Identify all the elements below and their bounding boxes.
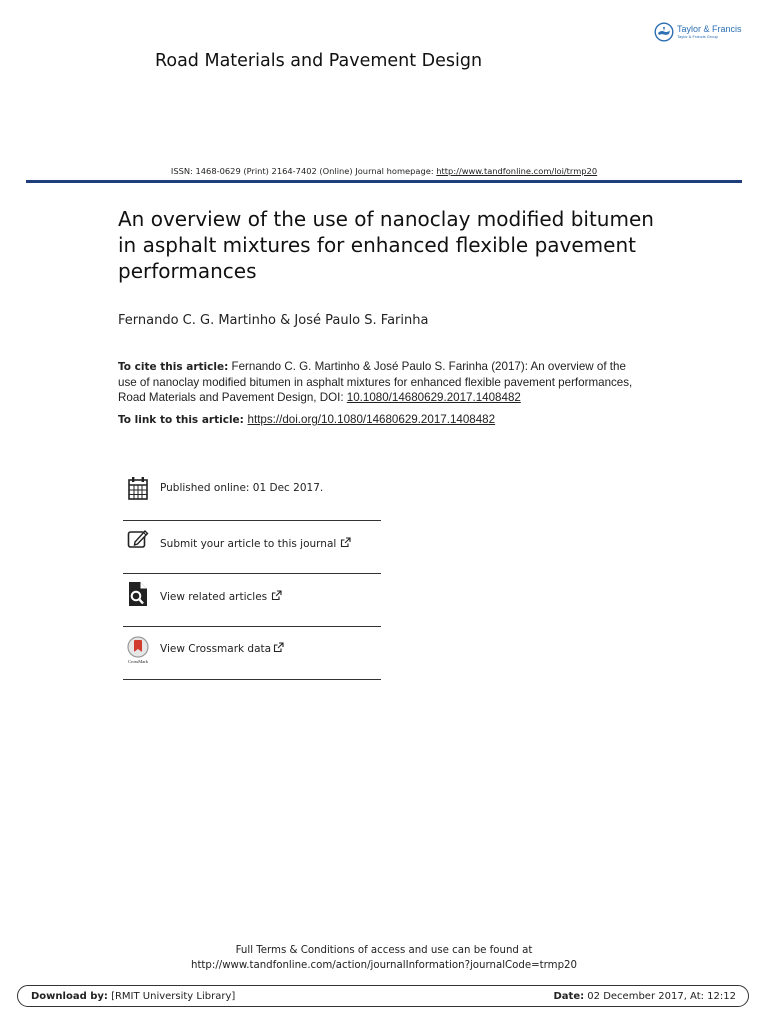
download-date	[554, 991, 737, 1002]
published-date: Published online: 01 Dec 2017.	[160, 482, 324, 494]
citation-label: To cite this article:	[118, 361, 229, 373]
related-articles-label: View related articles	[160, 591, 268, 603]
article-doi-link[interactable]: https://doi.org/10.1080/14680629.2017.1408482	[247, 413, 496, 426]
issn-line	[0, 166, 768, 176]
row-divider	[123, 520, 381, 521]
terms-url[interactable]: http://www.tandfonline.com/action/journalInformation?journalCode=trmp20	[190, 960, 578, 971]
citation-doi-link[interactable]: 10.1080/14680629.2017.1408482	[346, 391, 521, 404]
related-articles-row[interactable]	[123, 575, 381, 627]
citation-text: Fernando C. G. Martinho & José Paulo S. Farinha (2017): An overview of the use of nanoclay modified bitumen in asphalt mixtures for enhanced flexible pavement performances, Road Materials and Pavement Design, DOI:	[118, 360, 633, 404]
date-value: 02 December 2017, At: 12:12	[584, 991, 736, 1002]
crossmark-row[interactable]	[123, 628, 381, 680]
submit-article-row[interactable]	[123, 522, 381, 574]
crossmark-icon	[125, 636, 151, 664]
download-label: Download by:	[31, 991, 108, 1002]
header-rule	[26, 180, 742, 183]
publisher-name: Taylor & Francis	[677, 24, 742, 34]
document-search-icon	[127, 581, 149, 607]
date-label: Date:	[553, 991, 585, 1002]
terms-block	[0, 943, 768, 973]
external-link-icon	[271, 590, 282, 601]
taylor-francis-logo-icon	[654, 22, 674, 42]
crossmark-logo-text: CrossMark	[128, 659, 148, 664]
related-articles-link[interactable]	[160, 590, 282, 603]
publisher-logo	[654, 22, 742, 42]
journal-homepage-link[interactable]: http://www.tandfonline.com/loi/trmp20	[436, 166, 598, 176]
article-title: An overview of the use of nanoclay modified bitumen in asphalt mixtures for enhanced flexible pavement performances	[118, 207, 654, 283]
download-footer	[17, 985, 749, 1007]
publisher-group: Taylor & Francis Group	[677, 34, 718, 39]
calendar-icon	[127, 476, 149, 502]
article-link-line	[118, 413, 495, 426]
download-value: [RMIT University Library]	[107, 991, 236, 1002]
external-link-icon	[273, 642, 284, 653]
citation-block	[118, 359, 638, 405]
submit-article-link[interactable]	[160, 537, 351, 550]
terms-line-1: Full Terms & Conditions of access and use can be found at	[235, 945, 533, 956]
submit-article-label: Submit your article to this journal	[160, 538, 337, 550]
crossmark-label: View Crossmark data	[160, 643, 272, 655]
external-link-icon	[340, 537, 351, 548]
published-row	[123, 469, 381, 521]
row-divider	[123, 679, 381, 680]
crossmark-link[interactable]	[160, 642, 284, 655]
journal-title: Road Materials and Pavement Design	[155, 51, 483, 71]
row-divider	[123, 573, 381, 574]
link-label: To link to this article:	[118, 414, 248, 426]
article-authors: Fernando C. G. Martinho & José Paulo S. Farinha	[118, 313, 429, 328]
issn-text: ISSN: 1468-0629 (Print) 2164-7402 (Online) Journal homepage:	[170, 166, 437, 176]
row-divider	[123, 626, 381, 627]
edit-icon	[127, 528, 149, 554]
download-info	[31, 991, 235, 1002]
